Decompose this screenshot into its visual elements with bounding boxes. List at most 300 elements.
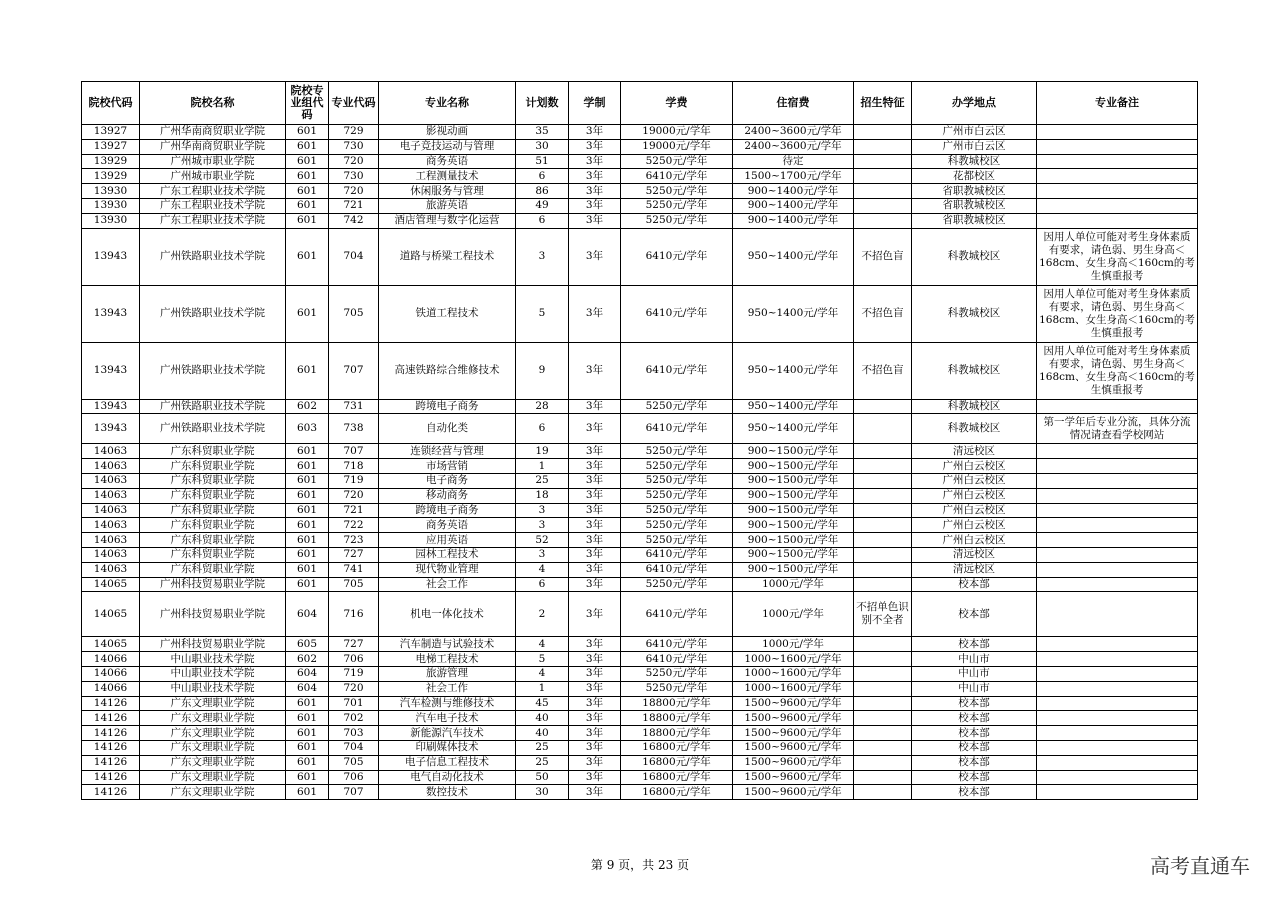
- table-cell: 5250元/学年: [621, 533, 733, 548]
- table-cell: 广州铁路职业技术学院: [140, 285, 286, 342]
- table-cell: 3年: [569, 518, 621, 533]
- table-cell: 校本部: [912, 592, 1037, 637]
- table-cell: 3年: [569, 414, 621, 444]
- table-cell: [1037, 184, 1198, 199]
- table-cell: 14126: [82, 755, 140, 770]
- table-cell: 727: [329, 547, 379, 562]
- table-row: [82, 399, 1198, 414]
- table-cell: 3年: [569, 592, 621, 637]
- table-cell: 25: [516, 473, 569, 488]
- table-cell: 广州白云校区: [912, 459, 1037, 474]
- table-cell: 广东科贸职业学院: [140, 459, 286, 474]
- table-cell: 900~1400元/学年: [733, 184, 854, 199]
- table-cell: [854, 503, 912, 518]
- table-cell: 因用人单位可能对考生身体素质有要求，请色弱、男生身高＜168cm、女生身高＜160cm的考生慎重报考: [1037, 228, 1198, 285]
- table-cell: 中山市: [912, 681, 1037, 696]
- table-cell: 601: [286, 503, 329, 518]
- table-cell: 16800元/学年: [621, 770, 733, 785]
- table-row: [82, 213, 1198, 228]
- table-cell: 601: [286, 547, 329, 562]
- table-cell: 52: [516, 533, 569, 548]
- table-cell: 广东文理职业学院: [140, 711, 286, 726]
- table-cell: 3年: [569, 184, 621, 199]
- table-cell: 14063: [82, 503, 140, 518]
- table-cell: 广东科贸职业学院: [140, 488, 286, 503]
- table-cell: 601: [286, 342, 329, 399]
- table-row: [82, 228, 1198, 285]
- table-cell: 广州城市职业学院: [140, 154, 286, 169]
- table-cell: 5250元/学年: [621, 666, 733, 681]
- table-cell: 6410元/学年: [621, 637, 733, 652]
- table-cell: 3年: [569, 198, 621, 213]
- column-header: 院校名称: [140, 82, 286, 125]
- table-cell: 2400~3600元/学年: [733, 139, 854, 154]
- table-cell: 14065: [82, 592, 140, 637]
- table-cell: 9: [516, 342, 569, 399]
- table-cell: 14126: [82, 785, 140, 800]
- table-cell: [854, 399, 912, 414]
- table-cell: 13927: [82, 125, 140, 140]
- table-cell: 5250元/学年: [621, 198, 733, 213]
- table-cell: 14066: [82, 666, 140, 681]
- table-cell: 19: [516, 444, 569, 459]
- table-cell: 4: [516, 562, 569, 577]
- table-cell: 601: [286, 459, 329, 474]
- table-cell: 自动化类: [379, 414, 516, 444]
- table-header-row: [82, 82, 1198, 125]
- table-cell: 校本部: [912, 785, 1037, 800]
- table-cell: 14126: [82, 696, 140, 711]
- table-cell: 13943: [82, 228, 140, 285]
- table-cell: [1037, 399, 1198, 414]
- table-cell: [1037, 666, 1198, 681]
- table-cell: 广州白云校区: [912, 473, 1037, 488]
- table-cell: 数控技术: [379, 785, 516, 800]
- table-cell: 719: [329, 473, 379, 488]
- column-header: 专业代码: [329, 82, 379, 125]
- table-cell: 3年: [569, 533, 621, 548]
- table-cell: 14063: [82, 473, 140, 488]
- table-cell: [854, 696, 912, 711]
- table-cell: 广东文理职业学院: [140, 785, 286, 800]
- table-cell: 校本部: [912, 696, 1037, 711]
- table-cell: 3年: [569, 228, 621, 285]
- table-cell: 跨境电子商务: [379, 399, 516, 414]
- table-cell: 3年: [569, 562, 621, 577]
- table-cell: 1000元/学年: [733, 577, 854, 592]
- table-cell: 3年: [569, 726, 621, 741]
- table-cell: [1037, 726, 1198, 741]
- table-cell: 601: [286, 770, 329, 785]
- table-row: [82, 139, 1198, 154]
- table-cell: [1037, 154, 1198, 169]
- column-header: 专业名称: [379, 82, 516, 125]
- table-cell: 14126: [82, 740, 140, 755]
- table-cell: 中山市: [912, 652, 1037, 667]
- table-cell: [854, 488, 912, 503]
- column-header: 学费: [621, 82, 733, 125]
- table-row: [82, 562, 1198, 577]
- table-cell: [1037, 652, 1198, 667]
- table-cell: 14065: [82, 577, 140, 592]
- table-cell: 703: [329, 726, 379, 741]
- table-cell: 3: [516, 503, 569, 518]
- table-row: [82, 785, 1198, 800]
- table-cell: 广东文理职业学院: [140, 755, 286, 770]
- table-cell: 601: [286, 577, 329, 592]
- table-cell: 3年: [569, 503, 621, 518]
- table-cell: 广东科贸职业学院: [140, 533, 286, 548]
- table-cell: 电气自动化技术: [379, 770, 516, 785]
- table-cell: 5250元/学年: [621, 459, 733, 474]
- table-cell: 719: [329, 666, 379, 681]
- table-cell: [1037, 459, 1198, 474]
- table-cell: [854, 184, 912, 199]
- table-cell: 3年: [569, 154, 621, 169]
- table-cell: 社会工作: [379, 681, 516, 696]
- table-cell: 省职教城校区: [912, 184, 1037, 199]
- table-cell: 716: [329, 592, 379, 637]
- table-cell: 广州城市职业学院: [140, 169, 286, 184]
- table-cell: 广东科贸职业学院: [140, 444, 286, 459]
- table-cell: [854, 169, 912, 184]
- column-header: 招生特征: [854, 82, 912, 125]
- table-cell: [1037, 213, 1198, 228]
- table-row: [82, 342, 1198, 399]
- table-cell: 720: [329, 488, 379, 503]
- table-cell: 3年: [569, 755, 621, 770]
- table-cell: 广东科贸职业学院: [140, 473, 286, 488]
- table-cell: 影视动画: [379, 125, 516, 140]
- table-cell: [854, 533, 912, 548]
- table-cell: 广东科贸职业学院: [140, 518, 286, 533]
- table-row: [82, 154, 1198, 169]
- table-cell: 900~1500元/学年: [733, 459, 854, 474]
- table-cell: 广州华南商贸职业学院: [140, 125, 286, 140]
- table-cell: 印刷媒体技术: [379, 740, 516, 755]
- table-cell: 6410元/学年: [621, 652, 733, 667]
- table-cell: 720: [329, 681, 379, 696]
- table-cell: 广东科贸职业学院: [140, 547, 286, 562]
- table-cell: 900~1500元/学年: [733, 473, 854, 488]
- table-cell: 不招色盲: [854, 342, 912, 399]
- table-cell: 605: [286, 637, 329, 652]
- table-cell: 科教城校区: [912, 228, 1037, 285]
- table-cell: 25: [516, 755, 569, 770]
- table-cell: 1500~9600元/学年: [733, 740, 854, 755]
- table-cell: 14063: [82, 533, 140, 548]
- table-cell: 6410元/学年: [621, 414, 733, 444]
- table-row: [82, 285, 1198, 342]
- table-cell: 5250元/学年: [621, 213, 733, 228]
- column-header: 专业备注: [1037, 82, 1198, 125]
- table-cell: 校本部: [912, 637, 1037, 652]
- table-cell: 广州科技贸易职业学院: [140, 577, 286, 592]
- table-cell: 950~1400元/学年: [733, 285, 854, 342]
- table-cell: 601: [286, 740, 329, 755]
- table-cell: 3年: [569, 770, 621, 785]
- table-cell: [854, 711, 912, 726]
- table-cell: 1000元/学年: [733, 592, 854, 637]
- table-cell: [1037, 696, 1198, 711]
- table-cell: 704: [329, 740, 379, 755]
- table-cell: 广东工程职业技术学院: [140, 184, 286, 199]
- table-cell: 601: [286, 726, 329, 741]
- table-cell: 601: [286, 444, 329, 459]
- table-cell: [1037, 444, 1198, 459]
- table-cell: 707: [329, 785, 379, 800]
- table-cell: [854, 125, 912, 140]
- table-cell: 705: [329, 285, 379, 342]
- table-cell: 6: [516, 169, 569, 184]
- table-cell: 900~1500元/学年: [733, 533, 854, 548]
- table-cell: [1037, 533, 1198, 548]
- column-header: 办学地点: [912, 82, 1037, 125]
- table-cell: [854, 547, 912, 562]
- table-row: [82, 459, 1198, 474]
- table-cell: 707: [329, 342, 379, 399]
- table-cell: 3年: [569, 681, 621, 696]
- table-row: [82, 755, 1198, 770]
- table-cell: 14126: [82, 726, 140, 741]
- watermark-text: 高考直通车: [1150, 854, 1250, 878]
- table-cell: 50: [516, 770, 569, 785]
- table-cell: 16800元/学年: [621, 755, 733, 770]
- table-cell: 广东文理职业学院: [140, 696, 286, 711]
- table-cell: [1037, 169, 1198, 184]
- table-cell: 18800元/学年: [621, 711, 733, 726]
- table-cell: 因用人单位可能对考生身体素质有要求，请色弱、男生身高＜168cm、女生身高＜160cm的考生慎重报考: [1037, 285, 1198, 342]
- table-cell: 4: [516, 666, 569, 681]
- table-cell: 727: [329, 637, 379, 652]
- table-cell: 花都校区: [912, 169, 1037, 184]
- table-cell: 5250元/学年: [621, 503, 733, 518]
- table-cell: 601: [286, 488, 329, 503]
- table-cell: 601: [286, 228, 329, 285]
- table-cell: 广东文理职业学院: [140, 740, 286, 755]
- table-row: [82, 637, 1198, 652]
- table-cell: 723: [329, 533, 379, 548]
- table-cell: 601: [286, 785, 329, 800]
- table-cell: 广东工程职业技术学院: [140, 198, 286, 213]
- table-cell: 40: [516, 726, 569, 741]
- table-cell: 3年: [569, 139, 621, 154]
- table-cell: 601: [286, 198, 329, 213]
- table-cell: 601: [286, 755, 329, 770]
- table-cell: 3年: [569, 711, 621, 726]
- table-cell: 738: [329, 414, 379, 444]
- table-cell: [854, 637, 912, 652]
- table-cell: 1000~1600元/学年: [733, 666, 854, 681]
- table-cell: 6410元/学年: [621, 285, 733, 342]
- column-header: 学制: [569, 82, 621, 125]
- table-cell: 省职教城校区: [912, 198, 1037, 213]
- table-cell: 950~1400元/学年: [733, 342, 854, 399]
- table-cell: 16800元/学年: [621, 740, 733, 755]
- table-cell: 1000~1600元/学年: [733, 681, 854, 696]
- table-cell: 3年: [569, 666, 621, 681]
- table-cell: 601: [286, 518, 329, 533]
- table-cell: [854, 414, 912, 444]
- table-cell: 14066: [82, 652, 140, 667]
- table-cell: 3年: [569, 399, 621, 414]
- table-cell: 706: [329, 652, 379, 667]
- table-cell: 601: [286, 533, 329, 548]
- table-cell: 900~1400元/学年: [733, 213, 854, 228]
- table-cell: 601: [286, 711, 329, 726]
- table-cell: 校本部: [912, 755, 1037, 770]
- table-cell: 720: [329, 184, 379, 199]
- table-cell: 6: [516, 414, 569, 444]
- table-cell: 3年: [569, 342, 621, 399]
- table-cell: 省职教城校区: [912, 213, 1037, 228]
- table-cell: 705: [329, 577, 379, 592]
- table-cell: 5: [516, 652, 569, 667]
- table-cell: 13929: [82, 154, 140, 169]
- table-cell: 中山职业技术学院: [140, 666, 286, 681]
- table-cell: 3年: [569, 577, 621, 592]
- table-cell: 6: [516, 577, 569, 592]
- table-cell: 3年: [569, 547, 621, 562]
- table-cell: [1037, 518, 1198, 533]
- table-cell: 14063: [82, 562, 140, 577]
- table-body: [82, 125, 1198, 800]
- table-cell: [1037, 740, 1198, 755]
- table-cell: [854, 726, 912, 741]
- table-cell: 30: [516, 785, 569, 800]
- table-cell: 601: [286, 139, 329, 154]
- table-cell: 广州白云校区: [912, 518, 1037, 533]
- table-cell: 705: [329, 755, 379, 770]
- table-row: [82, 681, 1198, 696]
- table-cell: 19000元/学年: [621, 139, 733, 154]
- table-cell: 第一学年后专业分流，具体分流情况请查看学校网站: [1037, 414, 1198, 444]
- table-cell: 3年: [569, 125, 621, 140]
- table-cell: 730: [329, 169, 379, 184]
- table-cell: 604: [286, 666, 329, 681]
- table-cell: 721: [329, 503, 379, 518]
- table-cell: 清远校区: [912, 562, 1037, 577]
- table-cell: 14063: [82, 547, 140, 562]
- table-cell: [854, 770, 912, 785]
- table-row: [82, 414, 1198, 444]
- table-cell: 旅游管理: [379, 666, 516, 681]
- table-cell: 14063: [82, 518, 140, 533]
- table-cell: 3: [516, 228, 569, 285]
- table-cell: [1037, 681, 1198, 696]
- table-cell: 706: [329, 770, 379, 785]
- table-cell: 51: [516, 154, 569, 169]
- table-cell: 5250元/学年: [621, 399, 733, 414]
- admissions-table: [81, 81, 1198, 800]
- table-cell: [854, 444, 912, 459]
- table-cell: 18800元/学年: [621, 696, 733, 711]
- table-cell: [854, 139, 912, 154]
- table-cell: 5250元/学年: [621, 444, 733, 459]
- table-row: [82, 473, 1198, 488]
- table-cell: 中山职业技术学院: [140, 681, 286, 696]
- table-cell: 3年: [569, 169, 621, 184]
- table-cell: [1037, 488, 1198, 503]
- table-cell: 604: [286, 592, 329, 637]
- table-cell: 清远校区: [912, 444, 1037, 459]
- table-cell: 604: [286, 681, 329, 696]
- table-cell: 商务英语: [379, 154, 516, 169]
- table-cell: 28: [516, 399, 569, 414]
- table-cell: 1500~9600元/学年: [733, 755, 854, 770]
- table-cell: 5250元/学年: [621, 488, 733, 503]
- table-cell: [1037, 547, 1198, 562]
- table-row: [82, 198, 1198, 213]
- table-cell: 601: [286, 285, 329, 342]
- table-cell: [854, 459, 912, 474]
- table-row: [82, 518, 1198, 533]
- table-cell: 601: [286, 562, 329, 577]
- table-cell: 602: [286, 399, 329, 414]
- table-cell: 35: [516, 125, 569, 140]
- table-cell: 601: [286, 154, 329, 169]
- table-cell: [1037, 139, 1198, 154]
- table-cell: 741: [329, 562, 379, 577]
- table-row: [82, 503, 1198, 518]
- table-cell: 4: [516, 637, 569, 652]
- table-cell: [854, 154, 912, 169]
- table-row: [82, 184, 1198, 199]
- table-cell: [1037, 473, 1198, 488]
- table-cell: 1500~9600元/学年: [733, 770, 854, 785]
- table-cell: 1500~1700元/学年: [733, 169, 854, 184]
- column-header: 院校代码: [82, 82, 140, 125]
- table-cell: 14126: [82, 711, 140, 726]
- table-cell: 16800元/学年: [621, 785, 733, 800]
- table-row: [82, 577, 1198, 592]
- table-cell: 铁道工程技术: [379, 285, 516, 342]
- table-cell: 603: [286, 414, 329, 444]
- table-cell: 602: [286, 652, 329, 667]
- table-cell: 601: [286, 696, 329, 711]
- table-cell: 5250元/学年: [621, 681, 733, 696]
- table-cell: 机电一体化技术: [379, 592, 516, 637]
- table-cell: 校本部: [912, 770, 1037, 785]
- table-cell: 1000元/学年: [733, 637, 854, 652]
- table-cell: 6410元/学年: [621, 228, 733, 285]
- table-cell: 6410元/学年: [621, 592, 733, 637]
- table-cell: 601: [286, 213, 329, 228]
- table-cell: 不招色盲: [854, 285, 912, 342]
- table-cell: 3年: [569, 637, 621, 652]
- table-cell: 科教城校区: [912, 342, 1037, 399]
- table-cell: [1037, 198, 1198, 213]
- table-cell: 汽车制造与试验技术: [379, 637, 516, 652]
- table-cell: 广州市白云区: [912, 139, 1037, 154]
- table-cell: 900~1500元/学年: [733, 444, 854, 459]
- table-row: [82, 547, 1198, 562]
- table-row: [82, 533, 1198, 548]
- table-cell: 704: [329, 228, 379, 285]
- table-cell: 3年: [569, 213, 621, 228]
- table-cell: 1500~9600元/学年: [733, 726, 854, 741]
- table-cell: 18: [516, 488, 569, 503]
- table-cell: 汽车检测与维修技术: [379, 696, 516, 711]
- table-cell: 40: [516, 711, 569, 726]
- table-cell: 19000元/学年: [621, 125, 733, 140]
- table-cell: 5250元/学年: [621, 473, 733, 488]
- table-cell: 广州科技贸易职业学院: [140, 592, 286, 637]
- table-cell: 49: [516, 198, 569, 213]
- table-cell: 广州白云校区: [912, 503, 1037, 518]
- table-cell: 3年: [569, 785, 621, 800]
- table-cell: 702: [329, 711, 379, 726]
